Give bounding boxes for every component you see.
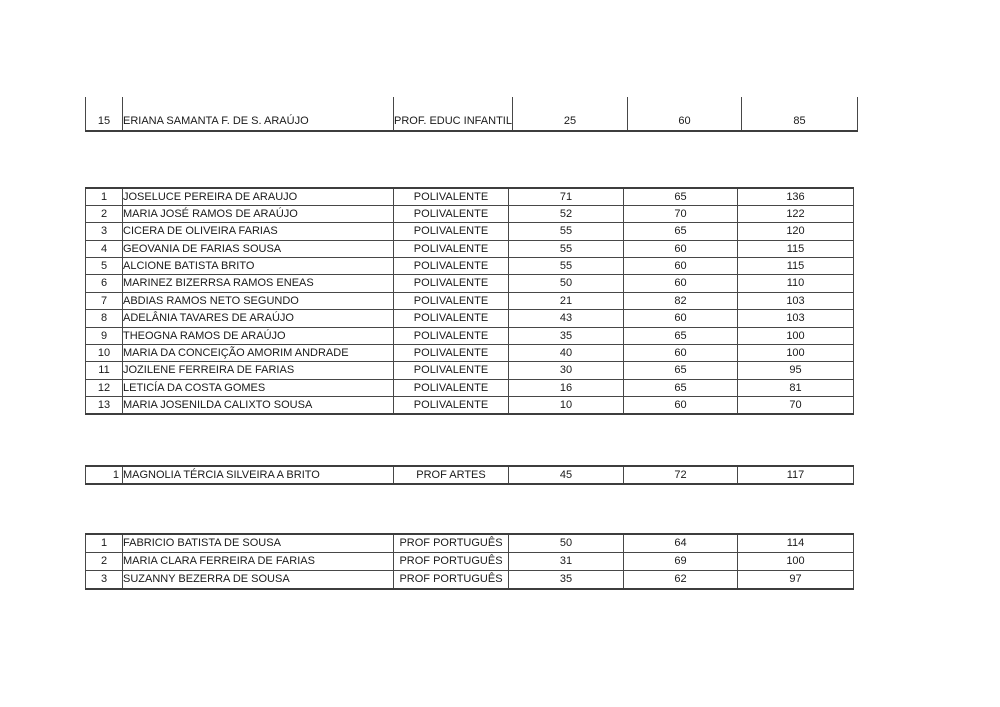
score2-cell: 70 [624,205,738,222]
table-row [86,275,854,292]
role-cell: PROF PORTUGUÊS [394,534,509,552]
total-cell: 103 [738,310,854,327]
table-prof-educ-infantil-fragment [85,97,858,132]
role-cell: POLIVALENTE [394,188,509,205]
row-number-cell: 10 [86,345,123,362]
score2-cell: 62 [624,571,738,589]
row-number-cell: 1 [86,188,123,205]
score-table [85,97,858,132]
score1-cell: 35 [509,327,624,344]
table-row [86,258,854,275]
person-name-cell: MARIA DA CONCEIÇÃO AMORIM ANDRADE [123,345,394,362]
total-cell: 70 [738,397,854,414]
score-table [85,533,854,590]
total-cell: 120 [738,223,854,240]
row-number-cell: 6 [86,275,123,292]
score2-cell: 60 [627,97,741,131]
table-prof-portugues [85,533,854,590]
total-cell: 114 [738,534,854,552]
total-cell: 103 [738,292,854,309]
person-name-cell: CICERA DE OLIVEIRA FARIAS [123,223,394,240]
total-cell: 117 [738,466,854,484]
role-cell: POLIVALENTE [394,362,509,379]
role-cell: POLIVALENTE [394,240,509,257]
score1-cell: 40 [509,345,624,362]
total-cell: 122 [738,205,854,222]
row-number-cell: 5 [86,258,123,275]
score1-cell: 25 [512,97,627,131]
person-name-cell: MARINEZ BIZERRSA RAMOS ENEAS [123,275,394,292]
table-row [86,534,854,552]
row-number-cell: 2 [86,205,123,222]
person-name-cell: GEOVANIA DE FARIAS SOUSA [123,240,394,257]
score2-cell: 65 [624,362,738,379]
role-cell: POLIVALENTE [394,258,509,275]
person-name-cell: JOZILENE FERREIRA DE FARIAS [123,362,394,379]
score2-cell: 72 [624,466,738,484]
row-number-cell: 3 [86,571,123,589]
table-row [86,466,854,484]
score1-cell: 10 [509,397,624,414]
score-table [85,187,854,415]
row-number-cell: 12 [86,379,123,396]
table-row [86,345,854,362]
row-number-cell: 13 [86,397,123,414]
score1-cell: 16 [509,379,624,396]
table-row [86,205,854,222]
score1-cell: 50 [509,534,624,552]
table-row [86,397,854,414]
score1-cell: 21 [509,292,624,309]
table-row [86,552,854,570]
role-cell: POLIVALENTE [394,310,509,327]
table-polivalente [85,187,854,415]
role-cell: POLIVALENTE [394,275,509,292]
table-row [86,362,854,379]
score1-cell: 43 [509,310,624,327]
table-row [86,310,854,327]
role-cell: PROF. EDUC INFANTIL [394,97,513,131]
role-cell: POLIVALENTE [394,292,509,309]
person-name-cell: MARIA JOSENILDA CALIXTO SOUSA [123,397,394,414]
person-name-cell: ERIANA SAMANTA F. DE S. ARAÚJO [123,97,394,131]
table-row [86,379,854,396]
score-table [85,465,854,485]
row-number-cell: 1 [86,534,123,552]
role-cell: POLIVALENTE [394,205,509,222]
table-row [86,571,854,589]
table-row [86,240,854,257]
total-cell: 81 [738,379,854,396]
row-number-cell: 9 [86,327,123,344]
person-name-cell: JOSELUCE PEREIRA DE ARAUJO [123,188,394,205]
total-cell: 95 [738,362,854,379]
table-row [86,223,854,240]
row-number-cell: 4 [86,240,123,257]
role-cell: POLIVALENTE [394,223,509,240]
total-cell: 115 [738,240,854,257]
role-cell: POLIVALENTE [394,345,509,362]
score2-cell: 60 [624,397,738,414]
score1-cell: 31 [509,552,624,570]
role-cell: PROF PORTUGUÊS [394,571,509,589]
role-cell: POLIVALENTE [394,379,509,396]
total-cell: 85 [741,97,857,131]
score2-cell: 65 [624,223,738,240]
person-name-cell: ALCIONE BATISTA BRITO [123,258,394,275]
person-name-cell: LETICÍA DA COSTA GOMES [123,379,394,396]
score1-cell: 55 [509,240,624,257]
score2-cell: 60 [624,275,738,292]
score2-cell: 60 [624,240,738,257]
score1-cell: 71 [509,188,624,205]
total-cell: 136 [738,188,854,205]
score2-cell: 65 [624,379,738,396]
score2-cell: 69 [624,552,738,570]
person-name-cell: MAGNOLIA TÉRCIA SILVEIRA A BRITO [123,466,394,484]
score2-cell: 82 [624,292,738,309]
role-cell: POLIVALENTE [394,327,509,344]
table-row [86,188,854,205]
person-name-cell: ABDIAS RAMOS NETO SEGUNDO [123,292,394,309]
role-cell: PROF PORTUGUÊS [394,552,509,570]
total-cell: 100 [738,327,854,344]
table-row [86,292,854,309]
table-row [86,327,854,344]
score2-cell: 60 [624,345,738,362]
person-name-cell: MARIA CLARA FERREIRA DE FARIAS [123,552,394,570]
person-name-cell: SUZANNY BEZERRA DE SOUSA [123,571,394,589]
row-number-cell: 15 [86,97,123,131]
role-cell: POLIVALENTE [394,397,509,414]
score1-cell: 52 [509,205,624,222]
table-prof-artes [85,465,854,485]
total-cell: 115 [738,258,854,275]
person-name-cell: FABRICIO BATISTA DE SOUSA [123,534,394,552]
person-name-cell: MARIA JOSÉ RAMOS DE ARAÚJO [123,205,394,222]
total-cell: 100 [738,552,854,570]
row-number-cell: 8 [86,310,123,327]
score1-cell: 55 [509,223,624,240]
row-number-cell: 1 [86,466,123,484]
table-row [86,97,858,131]
score1-cell: 35 [509,571,624,589]
score1-cell: 45 [509,466,624,484]
score2-cell: 60 [624,258,738,275]
person-name-cell: ADELÂNIA TAVARES DE ARAÚJO [123,310,394,327]
total-cell: 100 [738,345,854,362]
row-number-cell: 11 [86,362,123,379]
score2-cell: 65 [624,327,738,344]
score1-cell: 55 [509,258,624,275]
row-number-cell: 2 [86,552,123,570]
score1-cell: 50 [509,275,624,292]
row-number-cell: 3 [86,223,123,240]
total-cell: 97 [738,571,854,589]
total-cell: 110 [738,275,854,292]
person-name-cell: THEOGNA RAMOS DE ARAÚJO [123,327,394,344]
row-number-cell: 7 [86,292,123,309]
score2-cell: 64 [624,534,738,552]
score1-cell: 30 [509,362,624,379]
role-cell: PROF ARTES [394,466,509,484]
score2-cell: 60 [624,310,738,327]
score2-cell: 65 [624,188,738,205]
